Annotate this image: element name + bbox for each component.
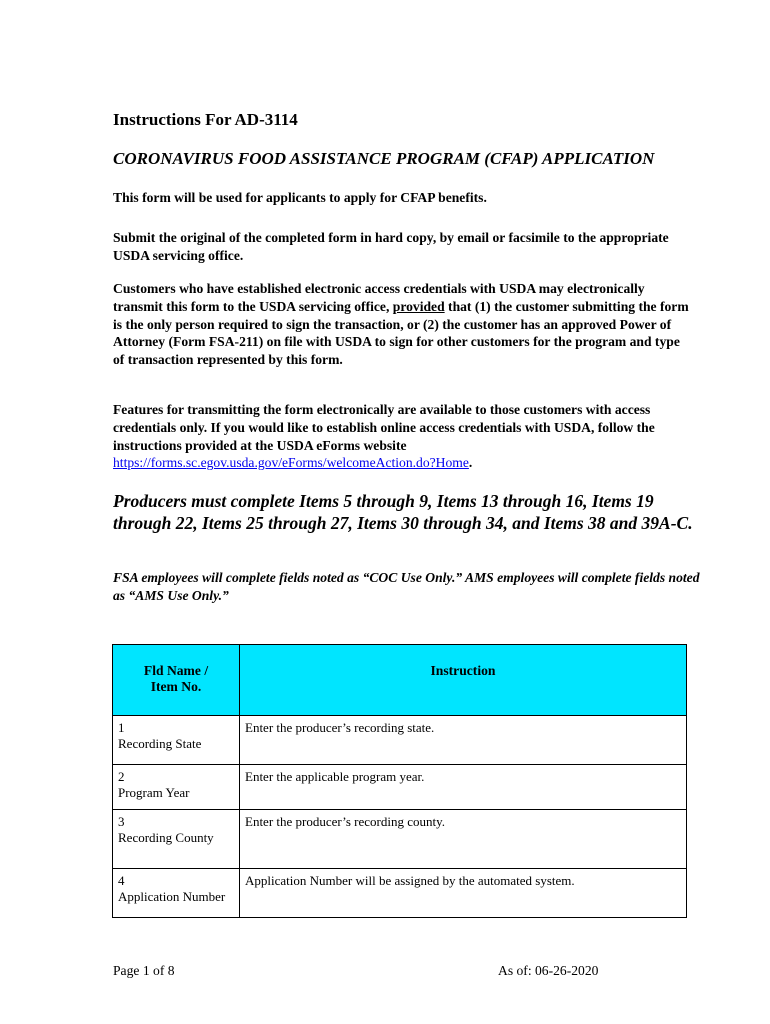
producers-requirement: Producers must complete Items 5 through 9, Items 13 through 16, Items 19 through 22, Items 25 through 27, Items 30 through 34, and Items 38 and 39A-C. <box>113 491 693 533</box>
instruction-cell: Enter the producer’s recording county. <box>240 810 687 869</box>
fsa-employee-note: FSA employees will complete fields noted as “COC Use Only.” AMS employees will complete fields noted as “AMS Use Only.” <box>113 570 700 603</box>
header-field-name <box>113 645 240 716</box>
provided-underlined: provided <box>392 298 445 314</box>
field-name: Recording State <box>118 736 202 751</box>
instruction-cell: Application Number will be assigned by the automated system. <box>240 869 687 918</box>
field-cell <box>113 716 240 765</box>
paragraph-features-end: . <box>468 455 473 471</box>
paragraph-features-text: Features for transmitting the form electronically are available to those customers with access credentials only. If you would like to establish online access credentials with USDA, follow the instructions provided at the USDA eForms website <box>113 402 655 453</box>
document-title: Instructions For AD-3114 <box>113 110 298 129</box>
field-cell <box>113 810 240 869</box>
paragraph-submit: Submit the original of the completed form in hard copy, by email or facsimile to the appropriate USDA servicing office. <box>113 230 669 263</box>
revision-date: As of: 06-26-2020 <box>498 963 599 978</box>
paragraph-purpose: This form will be used for applicants to apply for CFAP benefits. <box>113 190 487 205</box>
item-number: 4 <box>118 873 125 888</box>
table-row <box>113 869 687 918</box>
paragraph-features <box>113 401 693 472</box>
instruction-cell: Enter the applicable program year. <box>240 765 687 810</box>
table-row <box>113 716 687 765</box>
instruction-cell: Enter the producer’s recording state. <box>240 716 687 765</box>
field-name: Recording County <box>118 830 214 845</box>
table-row <box>113 810 687 869</box>
item-number: 3 <box>118 814 125 829</box>
eforms-link[interactable]: https://forms.sc.egov.usda.gov/eForms/welcomeAction.do?Home <box>113 455 469 471</box>
header-field-name-line1: Fld Name / <box>143 663 209 678</box>
field-name: Application Number <box>118 889 226 904</box>
field-cell <box>113 765 240 810</box>
header-instruction: Instruction <box>240 645 687 716</box>
table-row <box>113 765 687 810</box>
item-number: 1 <box>118 720 125 735</box>
field-cell <box>113 869 240 918</box>
paragraph-electronic-part1: Customers who have established electronic access credentials with USDA may electronically transmit this form to the USDA servicing office, <box>113 281 645 314</box>
field-name: Program Year <box>118 785 190 800</box>
table-header-row <box>113 645 687 716</box>
item-number: 2 <box>118 769 125 784</box>
paragraph-electronic <box>113 280 693 369</box>
instruction-table <box>112 644 687 918</box>
header-field-name-line2: Item No. <box>150 679 202 694</box>
paragraph-electronic-part2: that (1) the customer submitting the form is the only person required to sign the transaction, or (2) the customer has an approved Power of Attorney (Form FSA-211) on file with USDA to sign for other customers for the program and type of transaction represented by this form. <box>113 298 689 368</box>
program-subtitle: CORONAVIRUS FOOD ASSISTANCE PROGRAM (CFAP) APPLICATION <box>113 149 655 168</box>
page-number: Page 1 of 8 <box>113 963 175 978</box>
